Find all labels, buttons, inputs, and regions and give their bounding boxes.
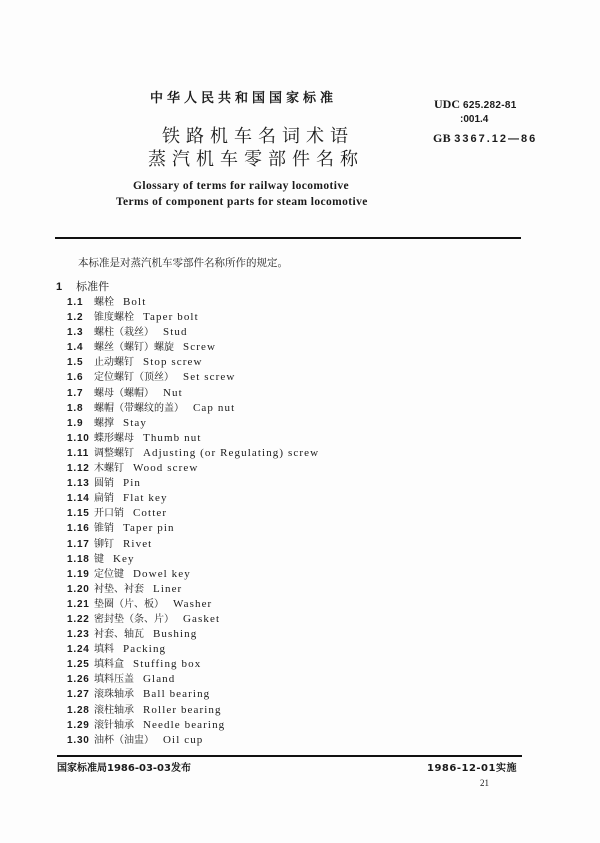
term-number: 1.24 bbox=[67, 644, 90, 656]
term-number: 1.18 bbox=[67, 553, 90, 565]
term-zh: 木螺钉 bbox=[94, 463, 124, 475]
term-number: 1.28 bbox=[67, 704, 90, 716]
effective-date: 1986-12-01实施 bbox=[427, 763, 517, 774]
term-zh: 衬垫、衬套 bbox=[94, 583, 144, 595]
term-item bbox=[67, 340, 319, 355]
term-item bbox=[67, 401, 319, 416]
term-en: Bushing bbox=[153, 628, 198, 641]
term-en: Gasket bbox=[183, 612, 221, 625]
term-en: Stop screw bbox=[143, 356, 203, 369]
term-en: Stud bbox=[163, 326, 188, 339]
term-en: Nut bbox=[163, 386, 183, 399]
issue-date: 国家标准局1986-03-03发布 bbox=[57, 763, 191, 774]
term-en: Roller bearing bbox=[143, 703, 222, 716]
term-zh: 螺栓 bbox=[94, 297, 114, 308]
term-zh: 螺柱（栽丝） bbox=[94, 327, 154, 339]
term-zh: 螺撑 bbox=[94, 417, 114, 429]
term-number: 1.5 bbox=[67, 357, 84, 369]
term-number: 1.6 bbox=[67, 372, 84, 384]
term-item bbox=[67, 355, 319, 370]
footer-divider bbox=[57, 755, 522, 757]
term-zh: 铆钉 bbox=[94, 538, 114, 550]
term-en: Packing bbox=[123, 643, 167, 656]
term-en: Needle bearing bbox=[143, 718, 226, 731]
term-zh: 键 bbox=[94, 553, 104, 565]
title-en-line2: Terms of component parts for steam locomotive bbox=[116, 196, 368, 208]
term-zh: 螺母（螺帽） bbox=[94, 387, 154, 399]
term-en: Liner bbox=[153, 582, 183, 595]
term-zh: 螺丝（螺钉）螺旋 bbox=[94, 342, 174, 354]
term-zh: 扁销 bbox=[94, 493, 114, 505]
term-list bbox=[67, 295, 319, 748]
term-item bbox=[67, 627, 319, 642]
term-en: Set screw bbox=[183, 371, 236, 384]
term-number: 1.26 bbox=[67, 674, 90, 686]
term-number: 1.11 bbox=[67, 447, 90, 459]
term-zh: 衬套、轴瓦 bbox=[94, 629, 144, 641]
term-item bbox=[67, 491, 319, 506]
term-zh: 定位螺钉（顶丝） bbox=[94, 372, 174, 384]
term-en: Screw bbox=[183, 341, 216, 354]
term-en: Flat key bbox=[123, 492, 168, 505]
intro-paragraph: 本标准是对蒸汽机车零部件名称所作的规定。 bbox=[78, 257, 288, 269]
term-zh: 调整螺钉 bbox=[94, 447, 134, 459]
term-zh: 蝶形螺母 bbox=[94, 432, 134, 444]
header-divider bbox=[55, 237, 521, 239]
term-number: 1.21 bbox=[67, 598, 90, 610]
term-zh: 螺帽（带螺纹的盖） bbox=[94, 402, 184, 414]
term-number: 1.8 bbox=[67, 402, 84, 414]
term-en: Key bbox=[113, 552, 135, 565]
title-zh-line2: 蒸汽机车零部件名称 bbox=[148, 149, 364, 170]
term-item bbox=[67, 446, 319, 461]
page-number: 21 bbox=[480, 778, 489, 788]
term-zh: 圆销 bbox=[94, 478, 114, 490]
term-item bbox=[67, 310, 319, 325]
term-en: Oil cup bbox=[163, 733, 204, 746]
term-number: 1.20 bbox=[67, 583, 90, 595]
term-number: 1.22 bbox=[67, 613, 90, 625]
term-number: 1.9 bbox=[67, 417, 84, 429]
term-item bbox=[67, 506, 319, 521]
term-item bbox=[67, 416, 319, 431]
term-item bbox=[67, 567, 319, 582]
term-en: Washer bbox=[173, 597, 213, 610]
term-number: 1.4 bbox=[67, 342, 84, 354]
term-en: Wood screw bbox=[133, 462, 199, 475]
udc-code: 625.282-81 bbox=[463, 100, 517, 111]
gb-standard-number bbox=[433, 131, 537, 146]
term-number: 1.13 bbox=[67, 478, 90, 490]
term-item bbox=[67, 733, 319, 748]
term-en: Rivet bbox=[123, 537, 153, 550]
term-en: Taper bolt bbox=[143, 311, 199, 324]
term-item bbox=[67, 295, 319, 310]
term-item bbox=[67, 552, 319, 567]
term-item bbox=[67, 325, 319, 340]
term-zh: 锥销 bbox=[94, 523, 114, 535]
term-number: 1.12 bbox=[67, 463, 90, 475]
term-item bbox=[67, 461, 319, 476]
term-item bbox=[67, 537, 319, 552]
term-zh: 填料压盖 bbox=[94, 674, 134, 686]
udc-code-continuation: :001.4 bbox=[460, 114, 489, 125]
term-en: Cap nut bbox=[193, 401, 236, 414]
term-number: 1.1 bbox=[67, 297, 84, 308]
term-zh: 垫圈（片、板） bbox=[94, 598, 164, 610]
term-item bbox=[67, 386, 319, 401]
term-item bbox=[67, 703, 319, 718]
term-zh: 滚珠轴承 bbox=[94, 689, 134, 701]
term-en: Stay bbox=[123, 416, 147, 429]
section-heading bbox=[56, 278, 109, 294]
term-en: Taper pin bbox=[123, 522, 175, 535]
term-item bbox=[67, 521, 319, 536]
term-item bbox=[67, 431, 319, 446]
section-title: 标准件 bbox=[76, 280, 110, 293]
gb-number: 3367.12—86 bbox=[454, 133, 538, 145]
term-number: 1.10 bbox=[67, 432, 90, 444]
term-item bbox=[67, 476, 319, 491]
term-zh: 定位键 bbox=[94, 568, 124, 580]
term-en: Thumb nut bbox=[143, 431, 202, 444]
term-item bbox=[67, 612, 319, 627]
term-zh: 填料盒 bbox=[94, 659, 124, 671]
term-number: 1.19 bbox=[67, 568, 90, 580]
term-en: Ball bearing bbox=[143, 688, 211, 701]
term-number: 1.17 bbox=[67, 538, 90, 550]
term-number: 1.23 bbox=[67, 629, 90, 641]
term-item bbox=[67, 642, 319, 657]
section-number: 1 bbox=[56, 281, 63, 293]
term-en: Dowel key bbox=[133, 567, 191, 580]
term-zh: 止动螺钉 bbox=[94, 357, 134, 369]
term-number: 1.30 bbox=[67, 734, 90, 746]
term-item bbox=[67, 370, 319, 385]
term-number: 1.16 bbox=[67, 523, 90, 535]
term-zh: 油杯（油盅） bbox=[94, 734, 154, 746]
term-zh: 填料 bbox=[94, 644, 114, 656]
term-item bbox=[67, 597, 319, 612]
term-number: 1.3 bbox=[67, 327, 84, 339]
term-en: Bolt bbox=[123, 296, 147, 308]
term-number: 1.2 bbox=[67, 312, 84, 324]
title-en-line1: Glossary of terms for railway locomotive bbox=[133, 180, 350, 192]
term-item bbox=[67, 582, 319, 597]
term-number: 1.14 bbox=[67, 493, 90, 505]
term-item bbox=[67, 687, 319, 702]
term-en: Adjusting (or Regulating) screw bbox=[143, 446, 320, 459]
term-number: 1.25 bbox=[67, 659, 90, 671]
term-zh: 滚柱轴承 bbox=[94, 704, 134, 716]
term-number: 1.29 bbox=[67, 719, 90, 731]
udc-label: UDC bbox=[434, 97, 460, 111]
title-zh-line1: 铁路机车名词术语 bbox=[162, 126, 354, 147]
term-zh: 锥度螺栓 bbox=[94, 312, 134, 324]
term-item bbox=[67, 718, 319, 733]
term-number: 1.27 bbox=[67, 689, 90, 701]
term-number: 1.15 bbox=[67, 508, 90, 520]
term-number: 1.7 bbox=[67, 387, 84, 399]
term-en: Gland bbox=[143, 673, 176, 686]
term-en: Cotter bbox=[133, 507, 168, 520]
term-zh: 密封垫（条、片） bbox=[94, 613, 174, 625]
term-zh: 开口销 bbox=[94, 508, 124, 520]
term-item bbox=[67, 672, 319, 687]
term-en: Stuffing box bbox=[133, 658, 202, 671]
term-en: Pin bbox=[123, 477, 141, 490]
gb-label: GB bbox=[433, 131, 451, 145]
udc-block bbox=[434, 97, 517, 127]
term-zh: 滚针轴承 bbox=[94, 719, 134, 731]
national-standard-heading: 中华人民共和国国家标准 bbox=[150, 91, 338, 106]
term-item bbox=[67, 657, 319, 672]
